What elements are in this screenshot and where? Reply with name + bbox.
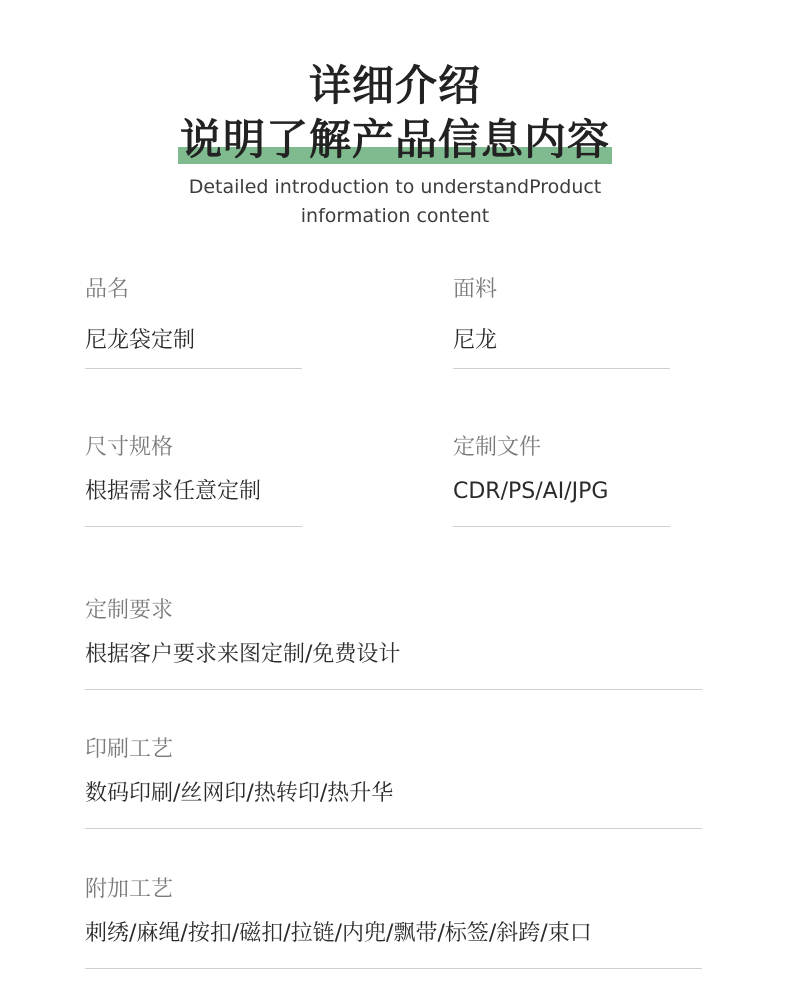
field-value: 根据需求任意定制 xyxy=(85,479,262,504)
field-value: 刺绣/麻绳/按扣/磁扣/拉链/内兜/飘带/标签/斜跨/束口 xyxy=(85,921,592,946)
title-line2-text: 说明了解产品信息内容 xyxy=(179,115,610,164)
field-value: 根据客户要求来图定制/免费设计 xyxy=(85,642,401,667)
field-extra-craft xyxy=(85,875,702,971)
field-size xyxy=(85,433,302,529)
field-label: 附加工艺 xyxy=(85,877,174,902)
field-custom-requirement xyxy=(85,596,702,692)
field-fabric xyxy=(453,275,670,371)
field-product-name xyxy=(85,275,302,371)
english-subtitle xyxy=(0,173,790,231)
field-divider xyxy=(85,968,702,969)
field-label: 面料 xyxy=(453,277,498,302)
field-value: 数码印刷/丝网印/热转印/热升华 xyxy=(85,781,394,806)
field-value: 尼龙 xyxy=(453,328,498,353)
field-divider xyxy=(85,828,702,829)
field-label: 印刷工艺 xyxy=(85,737,174,762)
field-divider xyxy=(85,368,302,369)
field-label: 定制要求 xyxy=(85,598,174,623)
field-printing xyxy=(85,735,702,831)
title-highlight-wrap xyxy=(180,112,610,168)
page-title: 详细介绍 xyxy=(308,61,481,110)
page-subtitle-chinese xyxy=(0,112,790,168)
english-subtitle-line2: information content xyxy=(300,205,490,227)
field-custom-file xyxy=(453,433,670,529)
field-label: 尺寸规格 xyxy=(85,435,174,460)
field-value: CDR/PS/AI/JPG xyxy=(453,479,609,504)
field-divider xyxy=(85,526,302,527)
field-label: 定制文件 xyxy=(453,435,542,460)
field-value: 尼龙袋定制 xyxy=(85,328,196,353)
english-subtitle-line1: Detailed introduction to understandProduct xyxy=(188,176,602,198)
field-divider xyxy=(453,368,670,369)
field-divider xyxy=(453,526,670,527)
field-label: 品名 xyxy=(85,277,130,302)
field-divider xyxy=(85,689,702,690)
